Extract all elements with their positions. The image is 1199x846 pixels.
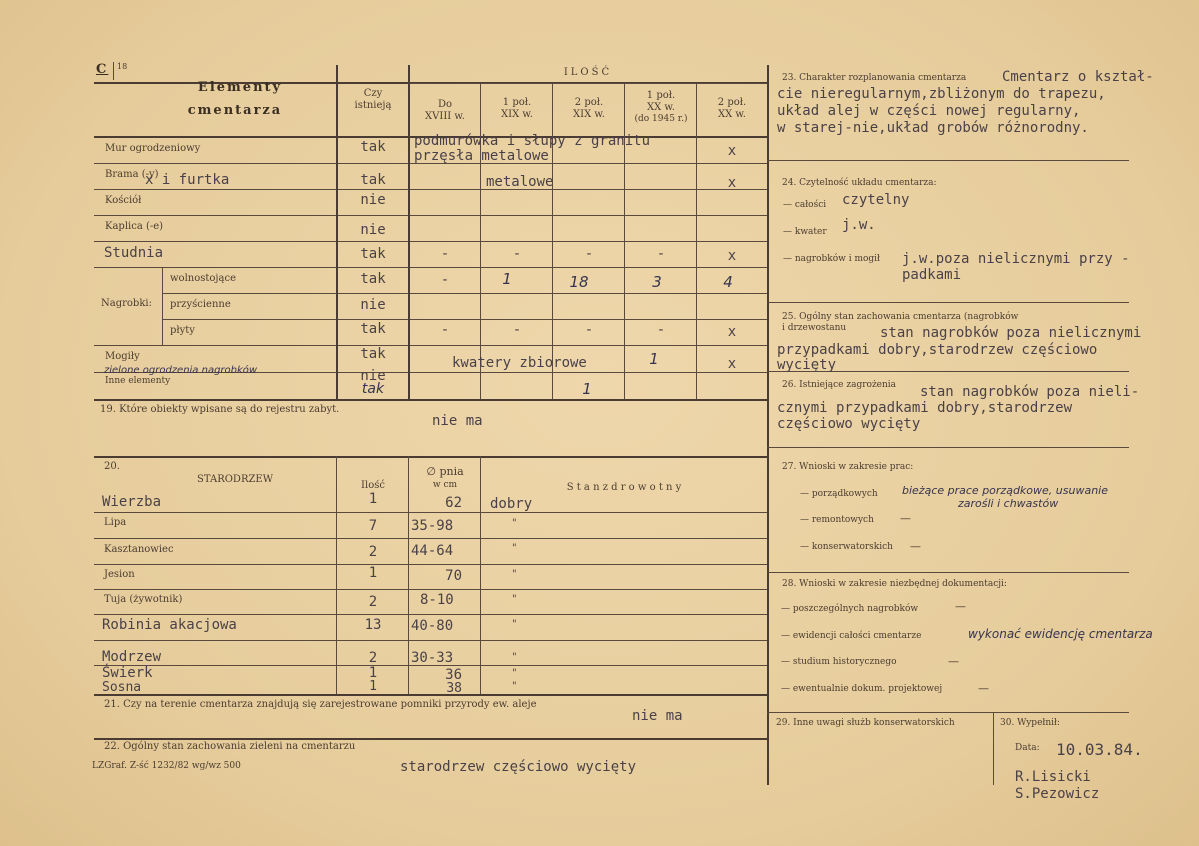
tree-diam: 8-10 [420, 592, 454, 608]
rule [162, 293, 767, 294]
period-3-l2: XIX w. [573, 109, 605, 120]
period-2-l2: XIX w. [501, 109, 533, 120]
s20-diam-header: ∅ pnia [426, 465, 464, 478]
tree-health: " [512, 681, 517, 692]
s27-label: 27. Wnioski w zakresie prac: [782, 462, 914, 472]
rule [94, 512, 767, 513]
period-5-l1: 2 poł. [717, 97, 747, 108]
row-mur-note1: podmurówka i słupy z granitu [414, 133, 651, 149]
tree-qty: 2 [368, 544, 378, 560]
s27-remont: — [900, 512, 911, 525]
rule [94, 738, 767, 740]
row-studnia-p3: - [584, 246, 594, 262]
row-mur-label: Mur ogrodzeniowy [105, 143, 201, 154]
row-wolno-p3: 18 [569, 273, 589, 291]
tree-name: Jesion [104, 569, 135, 580]
s25-line1: stan nagrobków poza nielicznymi [880, 325, 1142, 341]
rule [409, 83, 767, 84]
row-mogily-label: Mogiły [105, 351, 140, 362]
s24-nagrob-1: j.w.poza nielicznymi przy - [902, 251, 1130, 267]
row-studnia-p1: - [440, 246, 450, 262]
tree-qty: 1 [368, 665, 378, 681]
rule [94, 614, 767, 615]
rule [696, 83, 697, 399]
row-przysc-label: przyścienne [170, 299, 231, 310]
tree-name: Tuja (żywotnik) [104, 594, 183, 605]
s20-title: STARODRZEW [197, 474, 273, 485]
tree-health: " [512, 543, 517, 554]
exists-header-2: istnieją [354, 100, 392, 111]
s24-kwater-label: — kwater [783, 227, 827, 237]
s24-label: 24. Czytelność układu cmentarza: [782, 178, 937, 188]
s27-remont-label: — remontowych [800, 515, 874, 525]
s25-label-2: i drzewostanu [782, 323, 847, 333]
rule [336, 456, 337, 694]
s30-date: 10.03.84. [1056, 740, 1143, 759]
tree-name: Lipa [104, 517, 127, 528]
nagrobki-label: Nagrobki: [101, 298, 152, 309]
tree-name: Robinia akacjowa [102, 617, 237, 633]
row-wolno-p4: 3 [652, 273, 662, 291]
rule [162, 267, 163, 345]
row-inne-exists: nie [360, 368, 386, 384]
row-plyty-p2: - [512, 322, 522, 338]
rule [94, 589, 767, 590]
s28-i3-label: — studium historycznego [781, 657, 897, 667]
tree-diam: 38 [446, 681, 462, 696]
s20-num: 20. [104, 461, 120, 472]
s28-i3: — [948, 655, 959, 668]
rule [624, 83, 625, 399]
tree-diam: 62 [445, 495, 462, 511]
s26-line2: cznymi przypadkami dobry,starodrzew [777, 400, 1073, 416]
row-mur-exists: tak [360, 139, 386, 155]
tree-diam: 40-80 [411, 618, 454, 634]
row-studnia-p5: x [727, 248, 737, 264]
rule [94, 345, 767, 346]
period-1-l1: Do [437, 99, 453, 110]
rule [767, 572, 1129, 573]
row-brama-p5: x [727, 175, 737, 191]
tree-health: " [512, 619, 517, 630]
rule [767, 447, 1129, 448]
tree-qty: 1 [369, 679, 377, 694]
tree-qty: 2 [368, 650, 378, 666]
row-studnia-p4: - [656, 246, 666, 262]
period-1-l2: XVIII w. [425, 111, 465, 122]
row-brama-typed: x i furtka [145, 172, 230, 188]
s23-line1: Cmentarz o kształ- [1002, 69, 1154, 85]
rule [408, 456, 409, 694]
tree-name: Kasztanowiec [104, 544, 174, 555]
s25-line2: przypadkami dobry,starodrzew częściowo [777, 342, 1098, 358]
period-4-l3: (do 1945 r.) [634, 114, 688, 124]
rule [94, 640, 767, 641]
tree-diam: 35-98 [411, 518, 454, 534]
tree-name: Sosna [102, 680, 142, 695]
rule [94, 267, 767, 268]
row-plyty-p3: - [584, 322, 594, 338]
row-kosciol-label: Kościół [105, 195, 142, 206]
tree-qty: 1 [368, 565, 378, 581]
s28-i1: — [955, 600, 966, 613]
rule [767, 302, 1129, 303]
s26-line3: częściowo wycięty [777, 416, 921, 432]
row-studnia-p2: - [512, 246, 522, 262]
tree-qty: 2 [368, 594, 378, 610]
s28-i1-label: — poszczególnych nagrobków [781, 604, 919, 614]
rule [94, 189, 767, 190]
row-wolno-p2: 1 [502, 270, 512, 288]
row-studnia-label: Studnia [104, 245, 164, 261]
rule [552, 83, 553, 399]
period-4-l2: XX w. [647, 102, 675, 113]
row-plyty-p5: x [727, 324, 737, 340]
row-inne-label: Inne elementy [105, 376, 171, 386]
rule [94, 456, 767, 458]
row-plyty-label: płyty [170, 325, 195, 336]
s27-porz-1: bieżące prace porządkowe, usuwanie [902, 484, 1108, 497]
row-kaplica-label: Kaplica (-e) [105, 221, 164, 232]
tree-health: " [512, 518, 517, 529]
s20-diam-header-2: w cm [432, 480, 458, 490]
row-mogily-p5: x [727, 356, 737, 372]
s28-label: 28. Wnioski w zakresie niezbędnej dokumentacji: [782, 579, 1007, 589]
tree-qty: 13 [364, 617, 382, 633]
s28-i4-label: — ewentualnie dokum. projektowej [781, 684, 943, 694]
tree-diam: 44-64 [411, 543, 454, 559]
tree-name: Świerk [102, 665, 153, 681]
rule [94, 399, 767, 401]
row-mogily-p4: 1 [649, 350, 659, 368]
s24-kwater: j.w. [842, 217, 876, 233]
s25-line3: wycięty [777, 357, 837, 373]
row-kaplica-exists: nie [360, 222, 386, 238]
quantity-header: ILOŚĆ [563, 67, 613, 78]
s30-name2: S.Pezowicz [1015, 786, 1100, 802]
s28-i4: — [978, 682, 989, 695]
s20-health-header: S t a n z d r o w o t n y [566, 482, 682, 493]
rule [480, 83, 481, 399]
s26-line1: stan nagrobków poza nieli- [920, 384, 1140, 400]
rule [94, 538, 767, 539]
s25-label: 25. Ogólny stan zachowania cmentarza (nagrobków [782, 312, 1019, 322]
exists-header: Czy [363, 88, 383, 99]
row-wolno-exists: tak [360, 271, 386, 287]
elements-title-2: cmentarza [187, 103, 283, 118]
row-wolno-p1: - [440, 272, 450, 288]
s27-porz-label: — porządkowych [800, 489, 878, 499]
s23-line4: w starej-nie,układ grobów różnorodny. [777, 120, 1089, 136]
row-wolno-p5: 4 [723, 273, 733, 291]
tree-qty: 7 [368, 518, 378, 534]
rule [113, 62, 114, 80]
row-brama-note: metalowe [486, 174, 554, 190]
corner-letter: C [96, 62, 109, 77]
row-inne-handwriting: zielone ogrodzenia nagrobków [104, 365, 258, 376]
row-mur-p5: x [727, 143, 737, 159]
row-wolno-label: wolnostojące [170, 273, 236, 284]
s29-label: 29. Inne uwagi służb konserwatorskich [776, 718, 955, 728]
s26-label: 26. Istniejące zagrożenia [782, 380, 897, 390]
rule [94, 241, 767, 242]
elements-title: Elementy [197, 80, 283, 95]
s20-qty-header: Ilość [361, 480, 385, 491]
tree-diam: 36 [445, 667, 462, 683]
row-inne-exists-hw: tak [361, 381, 385, 397]
rule [767, 160, 1129, 161]
period-5-l2: XX w. [718, 109, 746, 120]
s22-value: starodrzew częściowo wycięty [400, 759, 637, 775]
s30-label: 30. Wypełnił: [1000, 718, 1060, 728]
s27-konserw: — [910, 540, 921, 553]
rule [94, 215, 767, 216]
rule [480, 456, 481, 694]
s30-name1: R.Lisicki [1015, 769, 1091, 785]
s23-line3: układ alej w części nowej regularny, [777, 103, 1081, 119]
tree-diam: 70 [445, 568, 462, 584]
row-plyty-p1: - [440, 322, 450, 338]
rule [993, 712, 994, 785]
rule [767, 712, 1129, 713]
s27-konserw-label: — konserwatorskich [800, 542, 893, 552]
s21-value: nie ma [632, 708, 683, 724]
row-mogily-note: kwatery zbiorowe [452, 355, 587, 371]
s24-nagrob-2: padkami [902, 267, 962, 283]
tree-qty: 1 [368, 491, 378, 507]
rule [162, 319, 767, 320]
tree-health: dobry [490, 496, 533, 512]
row-brama-exists: tak [360, 172, 386, 188]
row-kosciol-exists: nie [360, 192, 386, 208]
row-plyty-exists: tak [360, 321, 386, 337]
rule [94, 564, 767, 565]
s24-nagrob-label: — nagrobków i mogił [783, 254, 880, 264]
tree-name: Wierzba [102, 494, 162, 510]
tree-health: " [512, 594, 517, 605]
row-plyty-p4: - [656, 322, 666, 338]
period-4-l1: 1 poł. [646, 90, 676, 101]
s23-label: 23. Charakter rozplanowania cmentarza [782, 73, 967, 83]
row-studnia-exists: tak [360, 246, 386, 262]
s30-date-label: Data: [1015, 743, 1040, 753]
tree-health: " [512, 569, 517, 580]
s19-value: nie ma [432, 413, 483, 429]
rule [767, 65, 769, 785]
tree-name: Modrzew [102, 649, 162, 665]
period-2-l1: 1 poł. [502, 97, 532, 108]
row-mogily-exists: tak [360, 346, 386, 362]
tree-diam: 30-33 [411, 650, 454, 666]
tree-health: " [512, 668, 517, 679]
s28-i2: wykonać ewidencję cmentarza [968, 627, 1153, 641]
s19-label: 19. Które obiekty wpisane są do rejestru zabyt. [100, 404, 340, 415]
s28-i2-label: — ewidencji całości cmentarze [781, 631, 922, 641]
s27-porz-2: zarośli i chwastów [958, 497, 1059, 510]
s24-calosci: czytelny [842, 192, 910, 208]
row-inne-p3: 1 [582, 380, 592, 398]
period-3-l1: 2 poł. [574, 97, 604, 108]
print-code: LZGraf. Z-ść 1232/82 wg/wz 500 [92, 761, 241, 771]
s22-label: 22. Ogólny stan zachowania zieleni na cmentarzu [104, 741, 356, 752]
s23-line2: cie nieregularnym,zbliżonym do trapezu, [777, 86, 1106, 102]
corner-number: 18 [117, 62, 128, 71]
row-przysc-exists: nie [360, 297, 386, 313]
tree-health: " [512, 652, 517, 663]
s21-label: 21. Czy na terenie cmentarza znajdują się zarejestrowane pomniki przyrody ew. aleje [104, 699, 537, 710]
s24-calosci-label: — całości [783, 200, 827, 210]
row-mur-note2: przęsła metalowe [414, 148, 549, 164]
row-brama-label: Brama (-y) [105, 169, 159, 180]
